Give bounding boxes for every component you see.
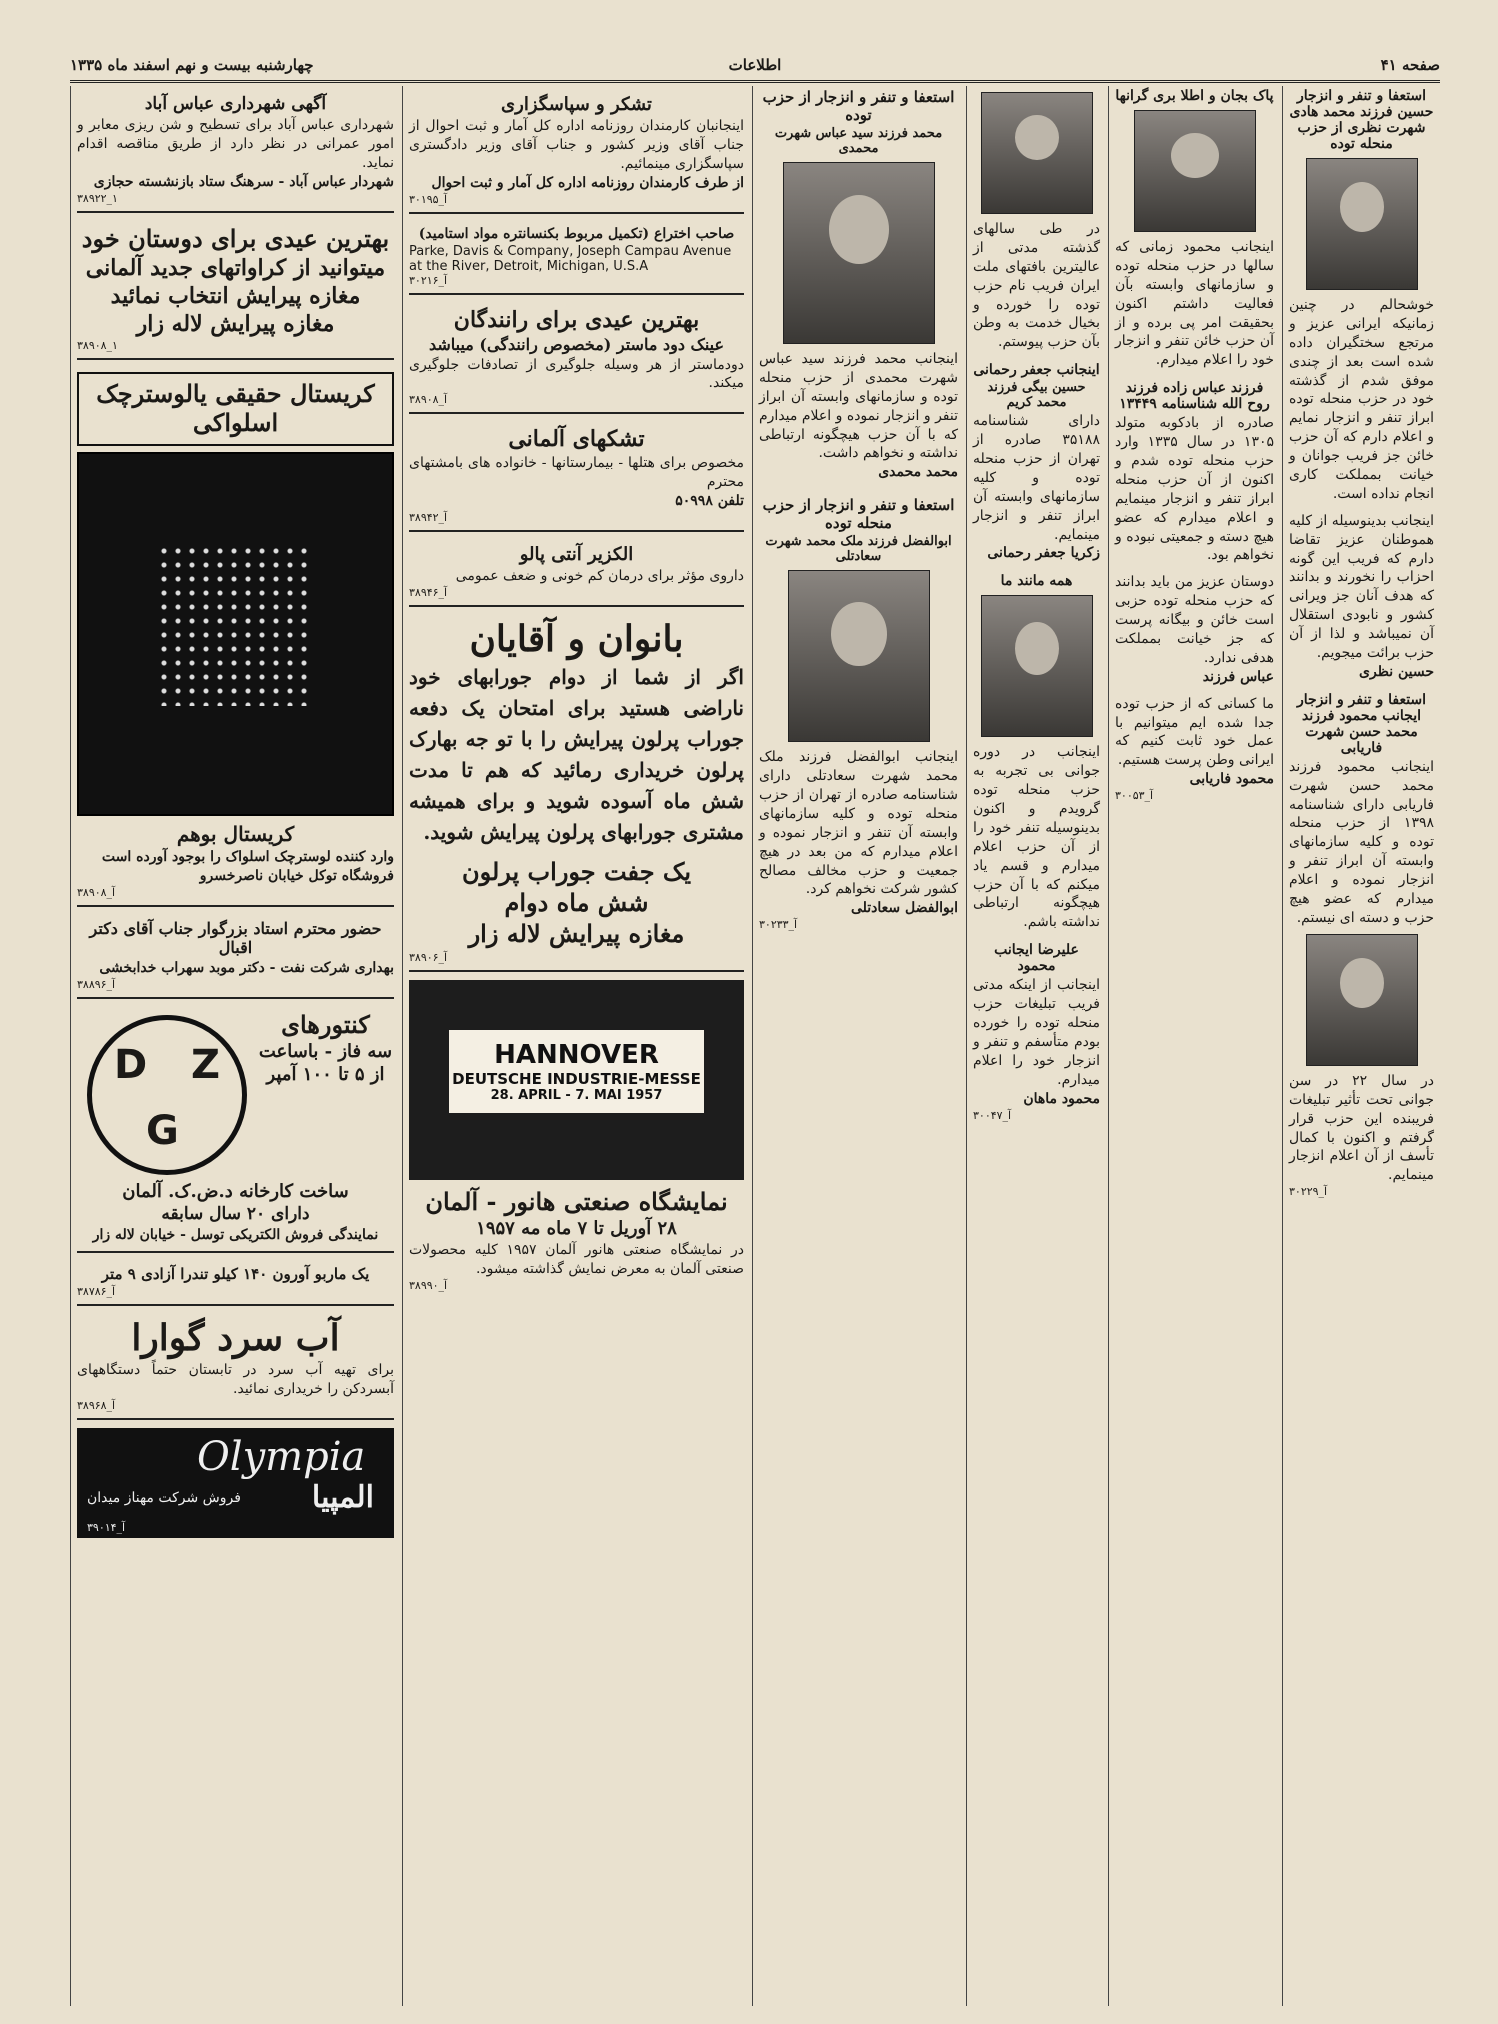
masthead <box>70 52 1440 83</box>
ad-title: کنتورهای <box>281 1009 370 1039</box>
ad-line: ساخت کارخانه د.ض.ک. آلمان <box>122 1180 349 1202</box>
ad-dzg <box>77 1003 394 1253</box>
ad-title: نمایشگاه صنعتی هانور - آلمان <box>425 1186 728 1216</box>
ad-line: شش ماه دوام <box>504 888 649 918</box>
ad-mattress <box>409 418 744 532</box>
ad-body: در نمایشگاه صنعتی هانور آلمان ۱۹۵۷ کلیه محصولات صنعتی آلمان به معرض نمایش گذاشته میشود. <box>409 1242 744 1278</box>
ad-shop: مغازه پیرایش لاله زار <box>136 311 335 338</box>
notice-title: استعفا و تنفر و انزجار از حزب منحله توده <box>762 496 955 533</box>
chandelier-image <box>77 452 394 816</box>
ad-body: شهرداری عباس آباد برای تسطیح و شن ریزی معابر و امور عمرانی در نظر دارد از طریق مناقصه اقدام نماید. <box>77 117 394 171</box>
ad-brand: کریستال بوهم <box>176 821 295 846</box>
notice-body: خوشحالم در چنین زمانیکه ایرانی عزیز و مرتجع سختگیران داده شده است بعد از چندی موفق شدم از گذشته خود در حزب منحله توده ابراز تنفر و انزجار نمایم و اعلام دارم که آن حزب خائن جز فریب جوانان و خیانت بمملکت کاری انجام نداده است. <box>1289 297 1434 502</box>
ad-code: ۳۰۲۱۶_آ <box>409 273 448 287</box>
issue-date: چهارشنبه بیست و نهم اسفند ماه ۱۳۳۵ <box>70 56 314 74</box>
notice-name: ابوالفضل فرزند ملک محمد شهرت سعادتلی <box>765 534 952 565</box>
portrait-photo <box>981 595 1093 737</box>
ad-hannover-graphic <box>409 980 744 1180</box>
ad-patent <box>409 218 744 295</box>
ad-code: ۳۸۹۲۲_۱ <box>77 191 118 205</box>
ad-code: ۳۸۹۰۸_۱ <box>77 339 118 353</box>
notice-name: حسین بیگی فرزند محمد کریم <box>987 380 1086 411</box>
ad-olympia <box>77 1428 394 1538</box>
ad-body: اینجانبان کارمندان روزنامه اداره کل آمار و ثبت احوال از جناب آقای وزیر کشور و جناب آقای وزیر دادگستری سپاسگزاری مینمائیم. <box>409 118 744 172</box>
notice-code: ۳۰۲۳۳_آ <box>759 918 798 932</box>
page-number: صفحه ۴۱ <box>1380 56 1440 74</box>
notice-body: اینجانب محمود فرزند محمد حسن شهرت فاریابی دارای شناسنامه ۱۳۹۸ از حزب منحله توده و کلیه سازمانهای وابسته آن ابراز تنفر و انزجار نموده و اعلام میدارم که عضو هیچ حزب و دسته ای نیستم. <box>1289 758 1434 926</box>
notice-sign: ابوالفضل سعادتلی <box>850 900 958 917</box>
olympia-fa: المپیا <box>311 1479 374 1515</box>
patent-en: at the River, Detroit, Michigan, U.S.A <box>409 258 649 274</box>
ad-body: مخصوص برای هتلها - بیمارستانها - خانواده های بامشتهای محترم <box>409 455 744 491</box>
ad-line: سه فاز - باساعت <box>258 1041 393 1063</box>
ad-title: یک ماربو آورون ۱۴۰ کیلو تندرا آزادی ۹ متر <box>101 1264 370 1283</box>
ad-sub: عینک دود ماستر (مخصوص رانندگی) میباشد <box>428 334 725 354</box>
ad-title: الکزیر آنتی پالو <box>519 544 634 566</box>
ad-body: داروی مؤثر برای درمان کم خونی و ضعف عمومی <box>455 568 744 585</box>
notice-body: اینجانب از اینکه مدتی فریب تبلیغات حزب منحله توده را خورده بودم متأسفم و تنفر و انزجار خود را اعلام میدارم. <box>973 977 1100 1088</box>
notice-title: علیرضا ایجانب محمود <box>994 942 1079 975</box>
ad-title: صاحب اختراع (تکمیل مربوط بکنسانتره مواد استامید) <box>418 225 735 242</box>
ad-code: ۳۸۹۰۸_آ <box>77 885 116 899</box>
notice-body: صادره از بادکوبه متولد ۱۳۰۵ در سال ۱۳۳۵ وارد حزب منحله توده شدم و اکنون از آن حزب منحله ابراز تنفر و انزجار مینمایم و اعلام میدارم که عضو هیچ دسته و جمعیتی نبوده و نخواهم بود. <box>1115 415 1274 564</box>
ad-code: ۳۸۹۶۸_آ <box>77 1398 116 1412</box>
dzg-letter: D <box>114 1041 148 1088</box>
notice-body: اینجانب بدینوسیله از کلیه هموطنان عزیز تقاضا دارم که فریب این گونه احزاب را نخورند و بدانند که هدف آنان جز ویرانی کشور و نابودی استقلال آن نمیباشد و لذا از آن حزب برائت میجویم. <box>1289 512 1434 662</box>
ad-title: کریستال حقیقی یالوسترچک اسلواکی <box>77 372 394 446</box>
column-4 <box>966 86 1106 2006</box>
ad-code: ۳۸۷۸۶_آ <box>77 1284 116 1298</box>
ad-thanks <box>77 911 394 999</box>
ad-gratitude <box>409 86 744 214</box>
ad-water <box>77 1310 394 1420</box>
ad-sunglasses <box>409 299 744 415</box>
notice-code: ۳۰۲۲۹_آ <box>1289 1185 1328 1199</box>
ad-body: اگر از شما از دوام جورابهای خود ناراضی هستید برای امتحان یک دفعه جوراب پرلون پیرایش را با تو جه بهارک پرلون خریداری رمائید که هم تا مدت شش ماه آسوده شوید و برای همیشه مشتری جورابهای پرلون پیرایش شوید. <box>409 665 744 845</box>
ad-line: نمایندگی فروش الکتریکی توسل - خیابان لاله زار <box>92 1226 379 1243</box>
notice-sign: عباس فرزند <box>1202 668 1274 685</box>
column-1 <box>70 86 400 2006</box>
notice-sign: زکریا جعفر رحمانی <box>987 545 1100 562</box>
notice-sign: محمود فاریابی <box>1189 771 1274 788</box>
dzg-letter: G <box>146 1107 179 1154</box>
column-2 <box>402 86 750 2006</box>
ad-code: ۳۰۱۹۵_آ <box>409 192 448 206</box>
ad-code: ۳۸۹۰۸_آ <box>409 393 448 407</box>
ad-hannover-text <box>409 1188 744 1293</box>
notice-code: ۳۰۰۴۷_آ <box>973 1108 1012 1122</box>
notice-title: استعفا و تنفر و انزجار از حزب توده <box>762 88 955 124</box>
notice-title: همه مانند ما <box>1000 573 1073 590</box>
notice-title: استعفا و تنفر و انزجار ایجانب محمود فرزند محمد حسن شهرت فاریابی <box>1296 691 1427 756</box>
portrait-photo <box>788 570 930 742</box>
ad-phone: تلفن ۵۰۹۹۸ <box>675 493 744 510</box>
notice-body: اینجانب در دوره جوانی بی تجربه به حزب منحله توده گرویدم و اکنون بدینوسیله تنفر خود را از آن حزب اعلام میدارم و قسم یاد میکنم که با آن حزب هیچگونه ارتباطی نداشته باشم. <box>973 744 1100 931</box>
hannover-banner <box>449 1030 704 1113</box>
ad-title: حضور محترم استاد بزرگوار جناب آقای دکتر اقبال <box>89 918 382 957</box>
column-6 <box>1282 86 1440 2006</box>
patent-en: Parke, Davis & Company, Joseph Campau Avenue <box>409 243 732 259</box>
ad-title: بهترین عیدی برای دوستان خود <box>81 223 390 253</box>
ad-title: بهترین عیدی برای رانندگان <box>453 306 700 333</box>
ad-abbasabad <box>77 86 394 213</box>
ad-code: ۳۸۹۴۶_آ <box>409 585 448 599</box>
ad-sign: بهداری شرکت نفت - دکتر موبد سهراب خدابخشی <box>99 959 394 976</box>
notice-sign: حسین نظری <box>1359 663 1434 680</box>
notice-body: در سال ۲۲ در سن جوانی تحت تأثیر تبلیغات فریبنده این حزب قرار گرفتم و اکنون با کمال تأسف از آن اعلام انزجار مینمایم. <box>1289 1072 1434 1184</box>
ad-title: آگهی شهرداری عباس آباد <box>144 94 327 114</box>
portrait-photo <box>981 92 1093 214</box>
paper-name: اطلاعات <box>728 56 782 74</box>
notice-body: اینجانب ابوالفضل فرزند ملک محمد شهرت سعادتلی دارای شناسنامه صادره از تهران از حزب منحله توده و کلیه سازمانهای وابسته آن تنفر و انزجار نموده و اعلام میدارم که من بعد در هیچ جمعیت و حزب مخالف مصالح کشور شرکت نخواهم کرد. <box>759 749 958 898</box>
ad-code: ۳۸۹۰۶_آ <box>409 950 448 964</box>
ad-title: تشکر و سپاسگزاری <box>501 94 652 115</box>
portrait-photo <box>1134 110 1256 232</box>
ad-line: دارای ۲۰ سال سابقه <box>161 1203 310 1224</box>
olympia-brand: Olympia <box>197 1433 366 1480</box>
ad-line: از ۵ تا ۱۰۰ آمپر <box>266 1064 385 1086</box>
notice-body: دوستان عزیز من باید بدانند که حزب منحله توده حزبی است خائن و بیگانه پرست که جز خیانت بمملکت هدفی ندارد. <box>1115 574 1274 666</box>
ad-line: وارد کننده لوسترچک اسلواک را بوجود آورده است <box>101 848 394 865</box>
ad-line: یک جفت جوراب پرلون <box>461 857 692 887</box>
ad-body: برای تهیه آب سرد در تابستان حتماً دستگاههای آبسردکن را خریداری نمائید. <box>77 1361 394 1397</box>
ad-title: تشکهای آلمانی <box>508 426 645 453</box>
notice-title: اینجانب جعفر رحمانی <box>973 362 1100 379</box>
dzg-logo <box>87 1015 247 1175</box>
column-3 <box>752 86 964 2006</box>
olympia-shop: فروش شرکت مهناز میدان <box>87 1489 241 1506</box>
ad-elixir <box>409 536 744 607</box>
ad-code: ۳۸۹۴۲_آ <box>409 511 448 525</box>
ad-sign: از طرف کارمندان روزنامه اداره کل آمار و ثبت احوال <box>431 174 744 191</box>
ad-ties <box>77 217 394 361</box>
portrait-photo <box>1306 158 1418 290</box>
ad-stockings <box>409 611 744 972</box>
ad-code: ۳۸۹۹۰_آ <box>409 1279 448 1293</box>
ad-title: بانوان و آقایان <box>469 617 684 660</box>
notice-body: در طی سالهای گذشته مدتی از عالیترین بافتهای ملت ایران فریب نام حزب توده را خورده و بخیال خدمت به وطن بآن حزب پیوستم. <box>973 221 1100 351</box>
ad-line: مغازه پیرایش انتخاب نمائید <box>110 283 361 310</box>
ad-code: ۳۹۰۱۴_آ <box>87 1520 126 1534</box>
hannover-title: HANNOVER <box>494 1039 659 1070</box>
notice-title: پاک بجان و اطلا بری گرانها <box>1115 88 1274 104</box>
ad-shop: فروشگاه توکل خیابان ناصرخسرو <box>199 867 394 884</box>
ad-title: آب سرد گوارا <box>131 1316 340 1359</box>
ad-date: ۲۸ آوریل تا ۷ ماه مه ۱۹۵۷ <box>476 1218 677 1240</box>
notice-body: دارای شناسنامه ۳۵۱۸۸ صادره از تهران از حزب منحله توده و کلیه سازمانهای وابسته آن ابراز تنفر و انزجار مینمایم. <box>973 413 1100 543</box>
notice-title: فرزند عباس زاده فرزند روح الله شناسنامه ۱۳۴۴۹ <box>1119 380 1270 413</box>
notice-body: اینجانب محمد فرزند سید عباس شهرت محمدی از حزب منحله توده و سازمانهای وابسته آن ابراز تنفر و انزجار نموده و اعلام میدارم که با آن حزب هیچگونه ارتباطی نداشته و نخواهم داشت. <box>759 351 958 462</box>
ad-code: ۳۸۸۹۶_آ <box>77 977 116 991</box>
hannover-date: 28. APRIL - 7. MAI 1957 <box>490 1087 663 1103</box>
hannover-sub: DEUTSCHE INDUSTRIE-MESSE <box>452 1069 701 1088</box>
ad-shop: مغازه پیرایش لاله زار <box>468 918 685 948</box>
ad-sign: شهردار عباس آباد - سرهنگ ستاد بازنشسته حجازی <box>93 173 394 190</box>
portrait-photo <box>1306 934 1418 1066</box>
notice-title: استعفا و تنفر و انزجار حسین فرزند محمد هادی شهرت نظری از حزب منحله توده <box>1289 88 1434 152</box>
notice-code: ۳۰۰۵۳_آ <box>1115 789 1154 803</box>
notice-sign: محمد محمدی <box>878 464 958 481</box>
notice-body: اینجانب محمود زمانی که سالها در حزب منحله توده و سازمانهای وابسته بآن فعالیت داشتم اکنون بحقیقت امر پی برده و از آن حزب خائن تنفر و انزجار خود را اعلام میدارم. <box>1115 239 1274 369</box>
ad-line: میتوانید از کراواتهای جدید آلمانی <box>85 255 386 282</box>
notice-body: ما کسانی که از حزب توده جدا شده ایم میتوانیم با عمل خود ثابت کنیم که ایرانی وطن پرست هستیم. <box>1115 695 1274 769</box>
dzg-letter: Z <box>190 1041 220 1088</box>
column-5 <box>1108 86 1280 2006</box>
ad-body: دودماستر از هر وسیله جلوگیری از تصادفات جلوگیری میکند. <box>409 356 744 392</box>
notice-sign: محمود ماهان <box>1023 1090 1100 1107</box>
ad-marbo <box>77 1257 394 1306</box>
portrait-photo <box>783 162 935 344</box>
ad-crystal <box>77 364 394 906</box>
notice-name: محمد فرزند سید عباس شهرت محمدی <box>774 126 943 156</box>
